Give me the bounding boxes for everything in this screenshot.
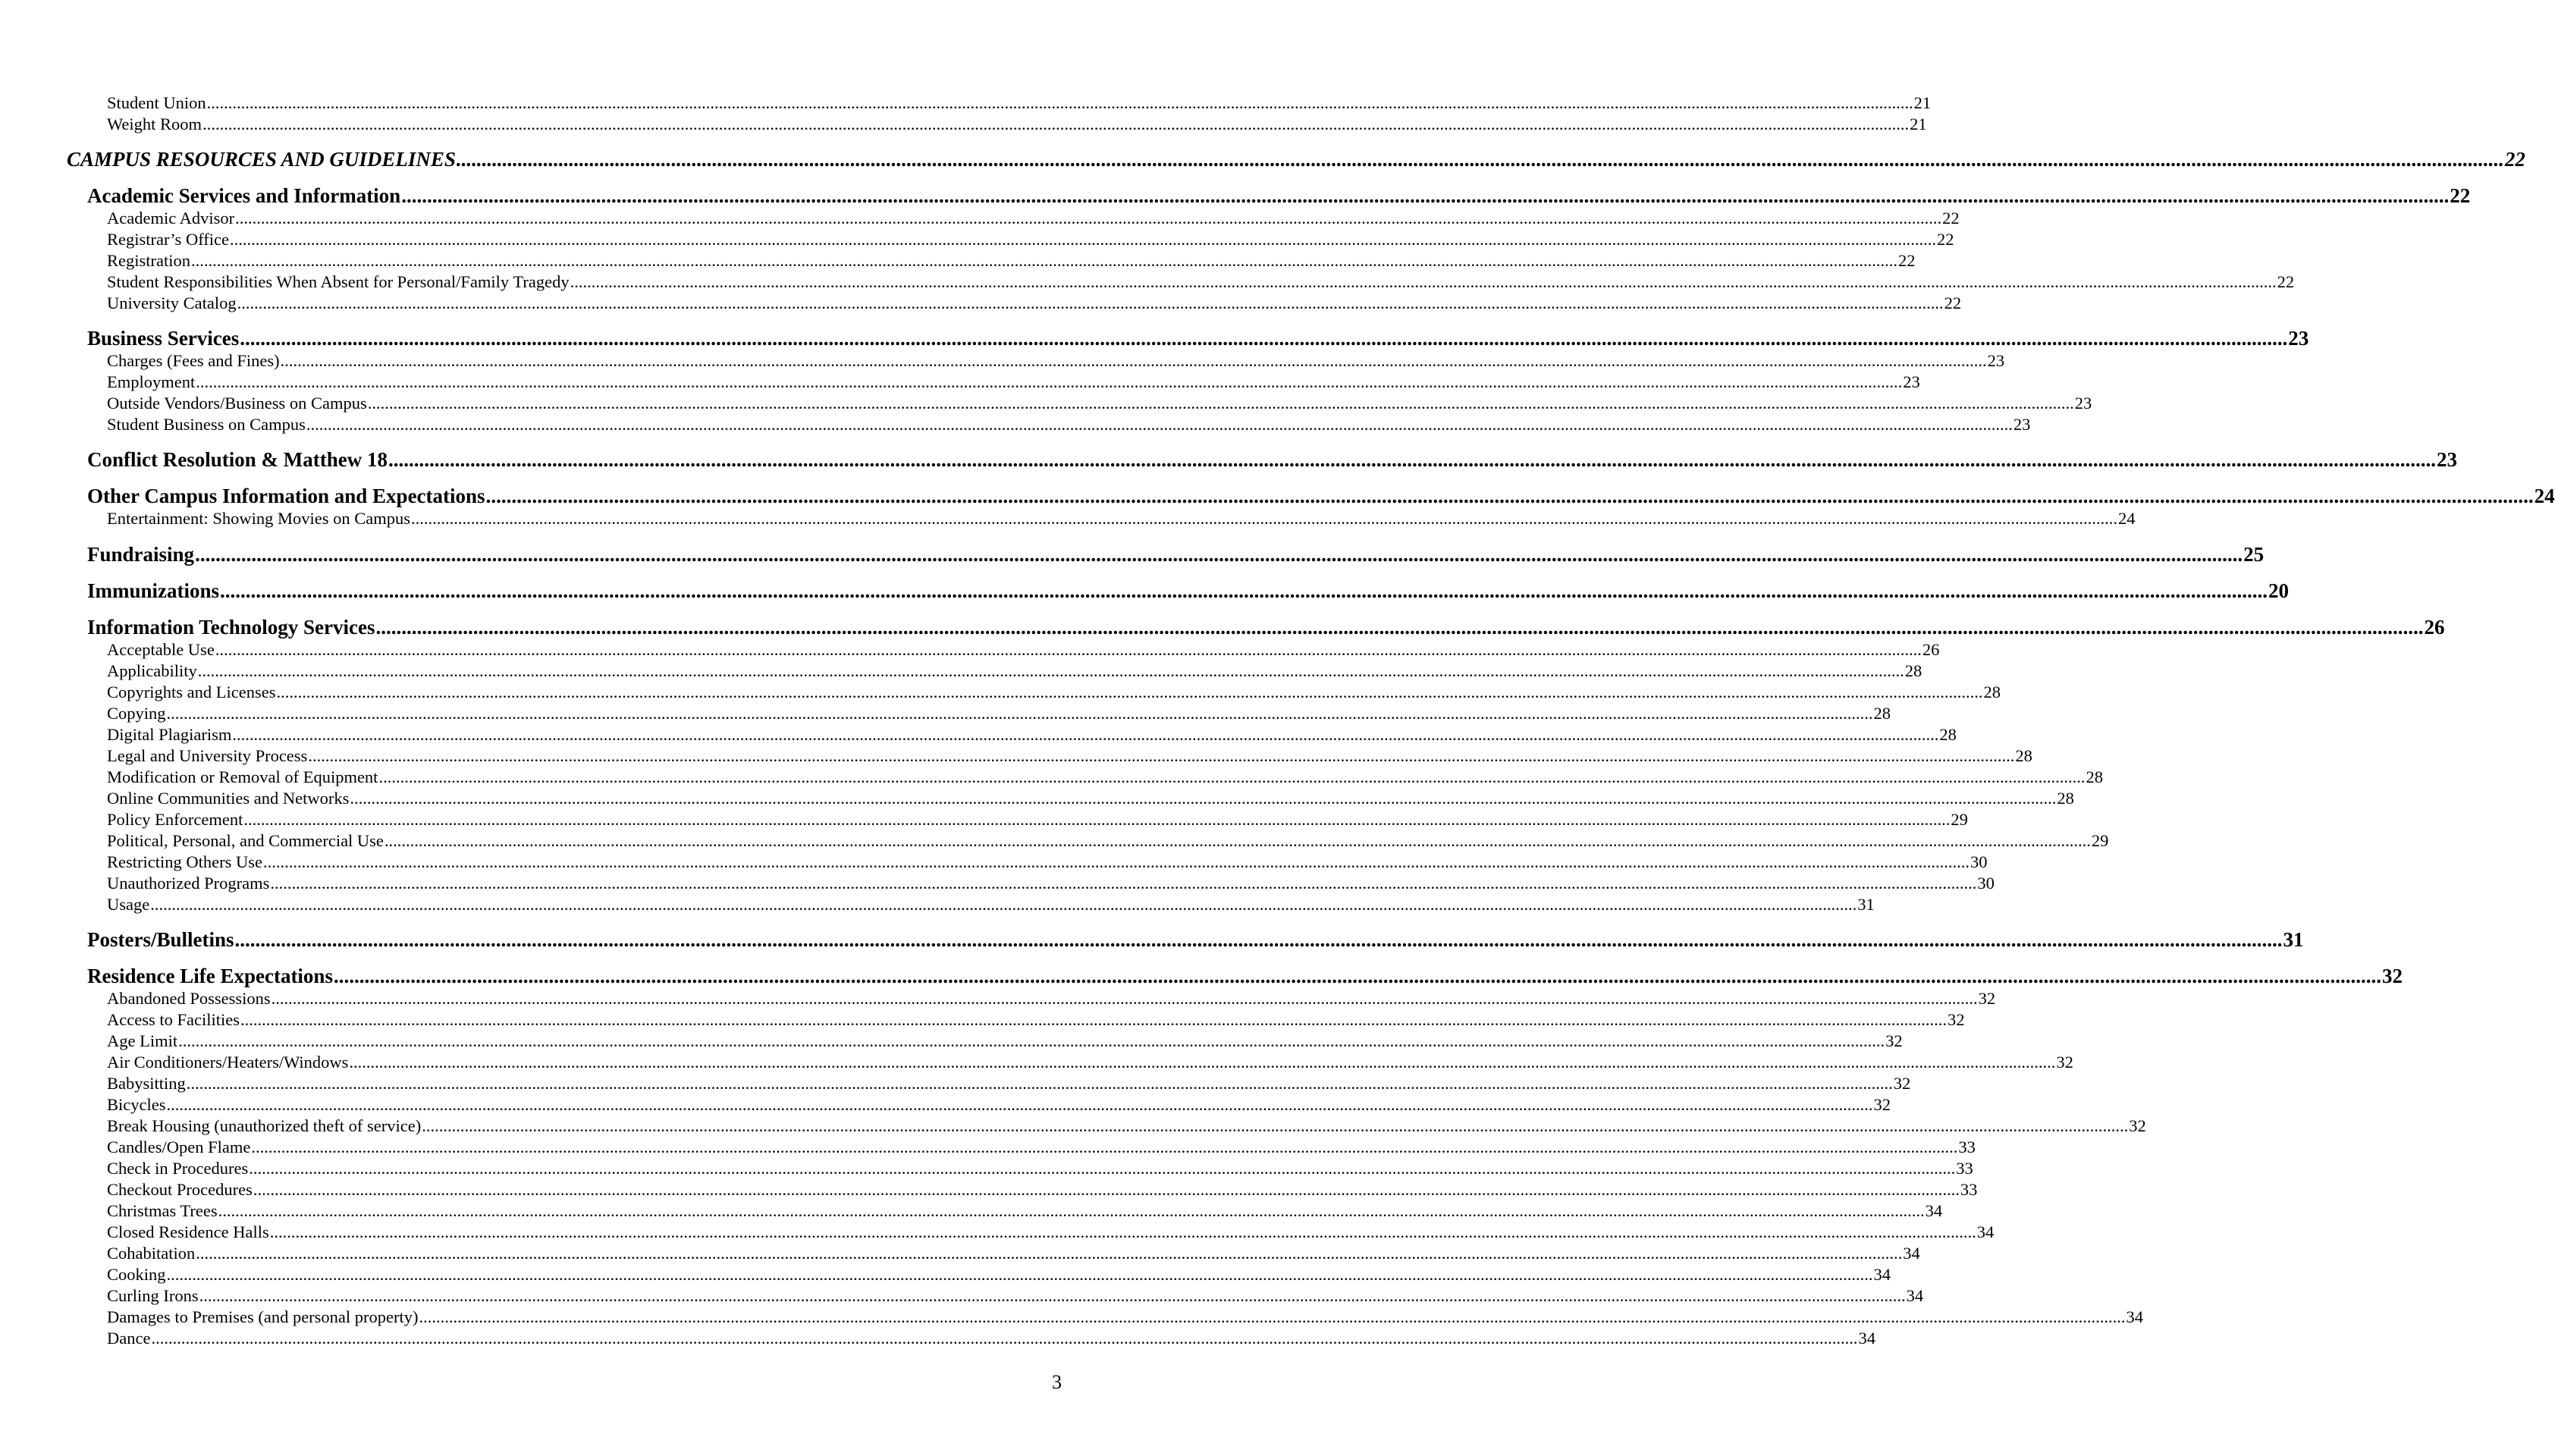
- dot-leader: ................................................................................................................................................................................................................................................................................................................................................................................................................: [410, 509, 2117, 528]
- toc-entry[interactable]: [107, 1053, 2073, 1072]
- toc-entry-label: Restricting Others Use: [107, 852, 262, 871]
- toc-subsection-label: Academic Services and Information: [87, 184, 401, 207]
- toc-entry-page: 21: [1913, 93, 1932, 112]
- toc-entry-label: Online Communities and Networks: [107, 789, 350, 808]
- dot-leader: ................................................................................................................................................................................................................................................................................................................................................................................................................: [308, 746, 2015, 765]
- dot-leader: ................................................................................................................................................................................................................................................................................................................................................................................................................: [190, 251, 1897, 270]
- toc-entry-label: Modification or Removal of Equipment: [107, 767, 378, 786]
- toc-entry[interactable]: [107, 272, 2295, 292]
- toc-subsection-label: Other Campus Information and Expectations: [87, 485, 485, 507]
- toc-entry[interactable]: [107, 767, 2103, 787]
- dot-leader: ................................................................................................................................................................................................................................................................................................................................................................................................................: [243, 810, 1951, 829]
- dot-leader: ................................................................................................................................................................................................................................................................................................................................................................................................................: [166, 704, 1873, 723]
- toc-entry-page: 24: [2117, 509, 2136, 528]
- toc-subsection-label: Information Technology Services: [87, 616, 375, 639]
- toc-subsection-heading[interactable]: [87, 484, 2555, 508]
- toc-subsection-heading[interactable]: [87, 184, 2471, 208]
- dot-leader: ................................................................................................................................................................................................................................................................................................................................................................................................................: [349, 1053, 2056, 1072]
- toc-entry-page: 34: [2126, 1307, 2144, 1326]
- toc-entry[interactable]: [107, 789, 2074, 808]
- toc-entry-label: Usage: [107, 895, 150, 914]
- dot-leader: ................................................................................................................................................................................................................................................................................................................................................................................................................: [388, 448, 2436, 471]
- toc-entry-label: Policy Enforcement: [107, 810, 243, 829]
- dot-leader: ................................................................................................................................................................................................................................................................................................................................................................................................................: [253, 1180, 1960, 1199]
- toc-entry-label: Copying: [107, 704, 166, 723]
- toc-entry-page: 22: [2504, 148, 2525, 171]
- toc-entry-page: 30: [1977, 874, 1995, 893]
- toc-entry[interactable]: [107, 93, 1932, 113]
- toc-entry-page: 34: [1976, 1222, 1995, 1241]
- toc-entry-label: Babysitting: [107, 1074, 186, 1093]
- dot-leader: ................................................................................................................................................................................................................................................................................................................................................................................................................: [235, 209, 1942, 228]
- toc-entry-page: 23: [2013, 415, 2031, 434]
- toc-entry-label: Unauthorized Programs: [107, 874, 270, 893]
- toc-entry[interactable]: [107, 1307, 2144, 1327]
- toc-entry-page: 34: [1906, 1286, 1924, 1305]
- toc-entry-label: Outside Vendors/Business on Campus: [107, 394, 367, 413]
- toc-entry-page: 23: [2288, 327, 2309, 350]
- toc-entry[interactable]: [107, 810, 1968, 830]
- toc-entry[interactable]: [107, 1074, 1911, 1094]
- toc-entry[interactable]: [107, 351, 2005, 371]
- toc-entry-label: Dance: [107, 1329, 151, 1348]
- dot-leader: ................................................................................................................................................................................................................................................................................................................................................................................................................: [375, 616, 2424, 639]
- toc-entry-label: Access to Facilities: [107, 1010, 240, 1029]
- toc-entry-label: Cohabitation: [107, 1244, 196, 1263]
- toc-entry-page: 32: [2129, 1116, 2146, 1135]
- toc-entry-page: 23: [1987, 351, 2005, 370]
- toc-entry-label: Age Limit: [107, 1031, 178, 1050]
- toc-entry-label: Employment: [107, 372, 196, 391]
- toc-entry[interactable]: [107, 682, 2001, 702]
- toc-entry-label: Cooking: [107, 1265, 166, 1284]
- dot-leader: ................................................................................................................................................................................................................................................................................................................................................................................................................: [269, 1222, 1976, 1241]
- toc-entry-page: 23: [1903, 372, 1920, 391]
- toc-entry-page: 22: [1944, 293, 1962, 312]
- toc-entry[interactable]: [107, 831, 2109, 851]
- toc-entry-page: 22: [2277, 272, 2295, 291]
- toc-subsection-label: Fundraising: [87, 543, 195, 566]
- toc-subsection-label: Residence Life Expectations: [87, 965, 333, 987]
- toc-entry-page: 29: [2091, 831, 2109, 850]
- toc-entry-page: 23: [2436, 448, 2457, 471]
- toc-entry-page: 22: [1897, 251, 1916, 270]
- toc-subsection-label: Business Services: [87, 327, 240, 350]
- toc-entry-page: 33: [1958, 1138, 1976, 1156]
- toc-entry[interactable]: [107, 209, 1960, 228]
- toc-entry[interactable]: [107, 704, 1891, 723]
- toc-entry[interactable]: [107, 1116, 2146, 1136]
- toc-entry-page: 34: [1858, 1329, 1875, 1348]
- toc-entry-page: 26: [2424, 616, 2445, 639]
- dot-leader: ................................................................................................................................................................................................................................................................................................................................................................................................................: [234, 928, 2283, 951]
- dot-leader: ................................................................................................................................................................................................................................................................................................................................................................................................................: [218, 1201, 1925, 1220]
- toc-entry[interactable]: [107, 1244, 1920, 1263]
- dot-leader: ................................................................................................................................................................................................................................................................................................................................................................................................................: [367, 394, 2074, 413]
- toc-entry-label: Abandoned Possessions: [107, 989, 271, 1008]
- dot-leader: ................................................................................................................................................................................................................................................................................................................................................................................................................: [570, 272, 2277, 291]
- toc-entry-page: 30: [1970, 852, 1988, 871]
- dot-leader: ................................................................................................................................................................................................................................................................................................................................................................................................................: [150, 895, 1857, 914]
- dot-leader: ................................................................................................................................................................................................................................................................................................................................................................................................................: [456, 148, 2504, 171]
- toc-entry[interactable]: [107, 725, 1957, 745]
- toc-entry-label: Copyrights and Licenses: [107, 682, 276, 701]
- toc-entry[interactable]: [107, 1159, 1973, 1178]
- toc-entry-page: 28: [2057, 789, 2074, 808]
- toc-entry-label: Registrar’s Office: [107, 230, 229, 249]
- toc-subsection-label: Immunizations: [87, 579, 220, 602]
- toc-entry[interactable]: [107, 230, 1954, 249]
- dot-leader: ................................................................................................................................................................................................................................................................................................................................................................................................................: [237, 293, 1944, 312]
- toc-entry-page: 34: [1925, 1201, 1943, 1220]
- toc-entry-label: Weight Room: [107, 115, 202, 133]
- toc-entry-label: Applicability: [107, 661, 197, 680]
- dot-leader: ................................................................................................................................................................................................................................................................................................................................................................................................................: [196, 1244, 1903, 1263]
- dot-leader: ................................................................................................................................................................................................................................................................................................................................................................................................................: [306, 415, 2013, 434]
- toc-entry-page: 23: [2074, 394, 2092, 413]
- toc-entry[interactable]: [107, 415, 2031, 435]
- dot-leader: ................................................................................................................................................................................................................................................................................................................................................................................................................: [333, 965, 2381, 987]
- toc-entry-label: Christmas Trees: [107, 1201, 218, 1220]
- toc-entry-page: 32: [2381, 965, 2403, 987]
- toc-entry[interactable]: [107, 394, 2092, 413]
- toc-section-label: CAMPUS RESOURCES AND GUIDELINES: [67, 148, 456, 171]
- toc-entry[interactable]: [107, 895, 1875, 915]
- toc-entry-label: Candles/Open Flame: [107, 1138, 251, 1156]
- dot-leader: ................................................................................................................................................................................................................................................................................................................................................................................................................: [350, 789, 2057, 808]
- toc-subsection-heading[interactable]: [87, 579, 2290, 603]
- toc-entry-page: 29: [1951, 810, 1968, 829]
- toc-entry-page: 33: [1956, 1159, 1973, 1178]
- toc-entry-page: 21: [1910, 115, 1927, 133]
- toc-entry-label: Student Responsibilities When Absent for Personal/Family Tragedy: [107, 272, 570, 291]
- toc-subsection-heading[interactable]: [87, 326, 2309, 350]
- dot-leader: ................................................................................................................................................................................................................................................................................................................................................................................................................: [197, 661, 1904, 680]
- toc-entry[interactable]: [107, 640, 1940, 660]
- toc-entry-page: 32: [2056, 1053, 2073, 1072]
- dot-leader: ................................................................................................................................................................................................................................................................................................................................................................................................................: [215, 640, 1922, 659]
- dot-leader: ................................................................................................................................................................................................................................................................................................................................................................................................................: [422, 1116, 2129, 1135]
- toc-entry-page: 20: [2268, 579, 2290, 602]
- toc-entry-page: 34: [1873, 1265, 1891, 1284]
- toc-subsection-heading[interactable]: [87, 447, 2457, 472]
- dot-leader: ................................................................................................................................................................................................................................................................................................................................................................................................................: [270, 874, 1977, 893]
- toc-entry[interactable]: [107, 1138, 1976, 1157]
- toc-entry-page: 31: [2283, 928, 2304, 951]
- dot-leader: ................................................................................................................................................................................................................................................................................................................................................................................................................: [178, 1031, 1885, 1050]
- toc-entry-page: 32: [1978, 989, 1996, 1008]
- dot-leader: ................................................................................................................................................................................................................................................................................................................................................................................................................: [271, 989, 1978, 1008]
- toc-entry-label: Acceptable Use: [107, 640, 215, 659]
- toc-entry-page: 32: [1947, 1010, 1965, 1029]
- toc-entry-page: 32: [1885, 1031, 1903, 1050]
- toc-entry-page: 28: [1904, 661, 1923, 680]
- toc-entry[interactable]: [107, 746, 2032, 766]
- toc-entry-label: Student Business on Campus: [107, 415, 306, 434]
- page-number: 3: [1052, 1371, 1062, 1393]
- toc-entry-page: 25: [2243, 543, 2265, 566]
- toc-entry[interactable]: [107, 293, 1962, 313]
- dot-leader: ................................................................................................................................................................................................................................................................................................................................................................................................................: [401, 184, 2450, 207]
- dot-leader: ................................................................................................................................................................................................................................................................................................................................................................................................................: [166, 1265, 1873, 1284]
- toc-entry[interactable]: [107, 1201, 1943, 1221]
- dot-leader: ................................................................................................................................................................................................................................................................................................................................................................................................................: [230, 230, 1936, 249]
- toc-entry-label: Academic Advisor: [107, 209, 235, 228]
- toc-entry[interactable]: [107, 1329, 1875, 1348]
- dot-leader: ................................................................................................................................................................................................................................................................................................................................................................................................................: [195, 543, 2243, 566]
- dot-leader: ................................................................................................................................................................................................................................................................................................................................................................................................................: [262, 852, 1970, 871]
- dot-leader: ................................................................................................................................................................................................................................................................................................................................................................................................................: [206, 93, 1913, 112]
- dot-leader: ................................................................................................................................................................................................................................................................................................................................................................................................................: [485, 485, 2534, 507]
- dot-leader: ................................................................................................................................................................................................................................................................................................................................................................................................................: [202, 115, 1910, 133]
- dot-leader: ................................................................................................................................................................................................................................................................................................................................................................................................................: [199, 1286, 1906, 1305]
- dot-leader: ................................................................................................................................................................................................................................................................................................................................................................................................................: [280, 351, 1987, 370]
- toc-entry-page: 26: [1922, 640, 1940, 659]
- toc-entry[interactable]: [107, 372, 1920, 392]
- dot-leader: ................................................................................................................................................................................................................................................................................................................................................................................................................: [166, 1095, 1873, 1114]
- dot-leader: ................................................................................................................................................................................................................................................................................................................................................................................................................: [196, 372, 1903, 391]
- dot-leader: ................................................................................................................................................................................................................................................................................................................................................................................................................: [419, 1307, 2126, 1326]
- toc-subsection-heading[interactable]: [87, 542, 2265, 566]
- toc-entry-label: Checkout Procedures: [107, 1180, 253, 1199]
- dot-leader: ................................................................................................................................................................................................................................................................................................................................................................................................................: [378, 767, 2086, 786]
- toc-entry[interactable]: [107, 1265, 1891, 1285]
- toc-entry-label: Registration: [107, 251, 190, 270]
- dot-leader: ................................................................................................................................................................................................................................................................................................................................................................................................................: [240, 327, 2288, 350]
- toc-entry[interactable]: [107, 661, 1923, 681]
- toc-entry-label: Damages to Premises (and personal property): [107, 1307, 419, 1326]
- toc-entry-label: Political, Personal, and Commercial Use: [107, 831, 384, 850]
- toc-entry-page: 22: [1942, 209, 1960, 228]
- toc-entry[interactable]: [107, 1095, 1891, 1115]
- toc-entry-label: Entertainment: Showing Movies on Campus: [107, 509, 410, 528]
- toc-entry[interactable]: [107, 852, 1988, 872]
- toc-entry-label: Student Union: [107, 93, 206, 112]
- toc-entry-page: 28: [1873, 704, 1891, 723]
- dot-leader: ................................................................................................................................................................................................................................................................................................................................................................................................................: [232, 725, 1939, 744]
- toc-entry[interactable]: [107, 1180, 1978, 1200]
- toc-entry[interactable]: [107, 115, 1927, 134]
- toc-entry-page: 28: [1983, 682, 2001, 701]
- toc-entry-label: Check in Procedures: [107, 1159, 249, 1178]
- toc-entry-page: 32: [1893, 1074, 1911, 1093]
- toc-entry-page: 34: [1903, 1244, 1920, 1263]
- toc-entry-page: 28: [1939, 725, 1957, 744]
- toc-entry-label: Break Housing (unauthorized theft of service): [107, 1116, 422, 1135]
- toc-section-heading[interactable]: [67, 147, 2525, 171]
- dot-leader: ................................................................................................................................................................................................................................................................................................................................................................................................................: [249, 1159, 1956, 1178]
- toc-entry-label: Air Conditioners/Heaters/Windows: [107, 1053, 349, 1072]
- toc-entry-label: Curling Irons: [107, 1286, 199, 1305]
- dot-leader: ................................................................................................................................................................................................................................................................................................................................................................................................................: [220, 579, 2268, 602]
- toc-entry[interactable]: [107, 874, 1995, 893]
- toc-entry-label: Legal and University Process: [107, 746, 308, 765]
- dot-leader: ................................................................................................................................................................................................................................................................................................................................................................................................................: [151, 1329, 1858, 1348]
- toc-entry-label: University Catalog: [107, 293, 237, 312]
- toc-entry-label: Bicycles: [107, 1095, 166, 1114]
- toc-subsection-heading[interactable]: [87, 927, 2304, 952]
- toc-entry[interactable]: [107, 251, 1916, 271]
- toc-entry[interactable]: [107, 509, 2136, 529]
- toc-entry[interactable]: [107, 1222, 1995, 1242]
- toc-entry-label: Charges (Fees and Fines): [107, 351, 280, 370]
- toc-entry-label: Digital Plagiarism: [107, 725, 232, 744]
- toc-subsection-heading[interactable]: [87, 964, 2403, 988]
- toc-entry[interactable]: [107, 1010, 1965, 1030]
- toc-entry-page: 28: [2015, 746, 2032, 765]
- toc-subsection-label: Posters/Bulletins: [87, 928, 234, 951]
- toc-entry-page: 31: [1857, 895, 1875, 914]
- toc-entry[interactable]: [107, 989, 1996, 1009]
- toc-entry-page: 33: [1960, 1180, 1978, 1199]
- toc-entry-page: 24: [2534, 485, 2555, 507]
- toc-subsection-heading[interactable]: [87, 615, 2445, 639]
- toc-entry[interactable]: [107, 1031, 1903, 1051]
- toc-entry-page: 22: [1937, 230, 1954, 249]
- toc-entry-label: Closed Residence Halls: [107, 1222, 269, 1241]
- toc-entry-page: 28: [2086, 767, 2103, 786]
- toc-entry-page: 22: [2450, 184, 2471, 207]
- dot-leader: ................................................................................................................................................................................................................................................................................................................................................................................................................: [384, 831, 2091, 850]
- dot-leader: ................................................................................................................................................................................................................................................................................................................................................................................................................: [186, 1074, 1893, 1093]
- dot-leader: ................................................................................................................................................................................................................................................................................................................................................................................................................: [251, 1138, 1958, 1156]
- toc-entry[interactable]: [107, 1286, 1924, 1306]
- toc-entry-page: 32: [1873, 1095, 1891, 1114]
- dot-leader: ................................................................................................................................................................................................................................................................................................................................................................................................................: [240, 1010, 1947, 1029]
- toc-subsection-label: Conflict Resolution & Matthew 18: [87, 448, 388, 471]
- dot-leader: ................................................................................................................................................................................................................................................................................................................................................................................................................: [276, 682, 1983, 701]
